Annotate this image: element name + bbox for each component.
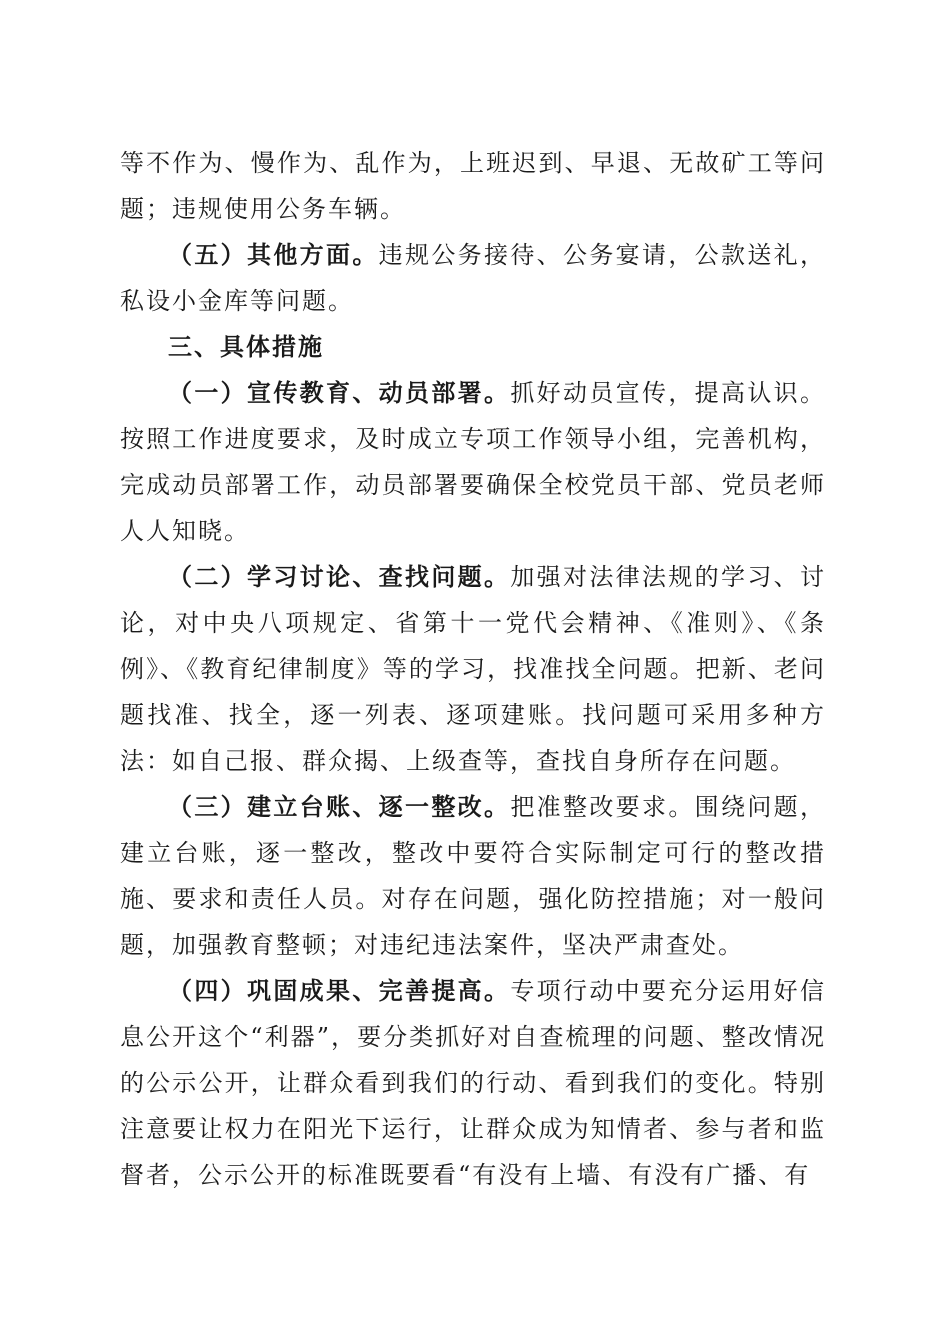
document-page [120, 140, 826, 1198]
paragraph-measure-2 [120, 554, 826, 784]
paragraph-lead: （一）宣传教育、动员部署。 [168, 378, 511, 407]
paragraph-lead: （二）学习讨论、查找问题。 [168, 562, 511, 591]
paragraph-lead: （四）巩固成果、完善提高。 [168, 976, 511, 1005]
paragraph-lead: （五）其他方面。 [168, 240, 379, 269]
paragraph-body: 专项行动中要充分运用好信息公开这个“利器”，要分类抓好对自查梳理的问题、整改情况的公示公开，让群众看到我们的行动、看到我们的变化。特别注意要让权力在阳光下运行，让群众成为知情者、参与者和监督者，公示公开的标准既要看“有没有上墙、有没有广播、有 [120, 977, 827, 1189]
paragraph-body: 把准整改要求。围绕问题，建立台账，逐一整改，整改中要符合实际制定可行的整改措施、要求和责任人员。对存在问题，强化防控措施；对一般问题，加强教育整顿；对违纪违法案件，坚决严肃查处。 [120, 793, 827, 959]
section-heading: 三、具体措施 [168, 332, 324, 361]
paragraph-body: 抓好动员宣传，提高认识。按照工作进度要求，及时成立专项工作领导小组，完善机构，完成动员部署工作，动员部署要确保全校党员干部、党员老师人人知晓。 [120, 379, 827, 545]
paragraph-measure-1 [120, 370, 826, 554]
paragraph-lead: （三）建立台账、逐一整改。 [168, 792, 511, 821]
paragraph-measure-4 [120, 968, 826, 1198]
paragraph-body: 违规公务接待、公务宴请，公款送礼，私设小金库等问题。 [120, 241, 827, 315]
paragraph-continuation: 等不作为、慢作为、乱作为，上班迟到、早退、无故矿工等问题；违规使用公务车辆。 [120, 149, 826, 223]
paragraph-other-aspects [120, 232, 826, 324]
paragraph-body: 加强对法律法规的学习、讨论，对中央八项规定、省第十一党代会精神、《准则》、《条例》、《教育纪律制度》等的学习，找准找全问题。把新、老问题找准、找全，逐一列表、逐项建账。找问题可采用多种方法：如自己报、群众揭、上级查等，查找自身所存在问题。 [120, 563, 827, 775]
paragraph-measure-3 [120, 784, 826, 968]
